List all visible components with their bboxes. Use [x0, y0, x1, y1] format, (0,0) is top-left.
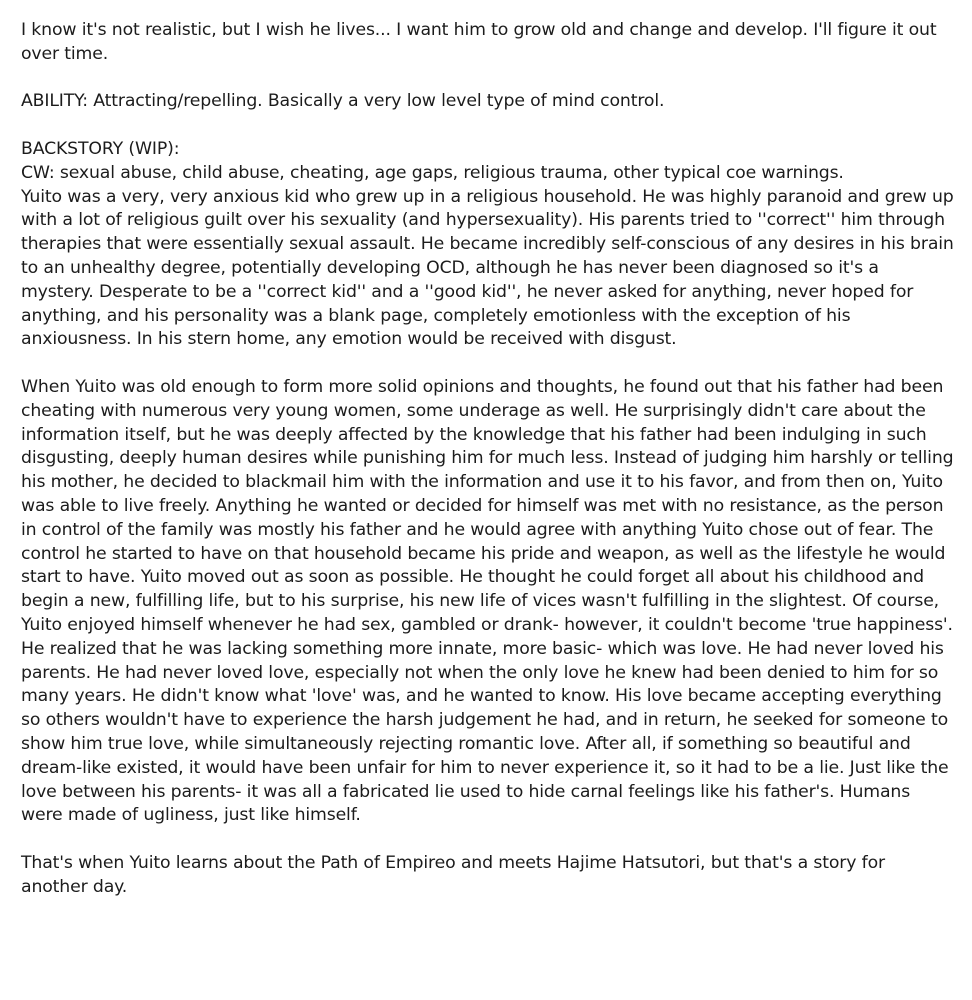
backstory-paragraph-1: Yuito was a very, very anxious kid who grew up in a religious household. He was highly paranoid and grew up with a lot of religious guilt over his sexuality (and hypersexuality). His parents tried to ''correct'' him through therapies that were essentially sexual assault. He became incredibly self-conscious of any desires in his brain to an unhealthy degree, potentially developing OCD, although he has never been diagnosed so it's a mystery. Desperate to be a ''correct kid'' and a ''good kid'', he never asked for anything, never hoped for anything, and his personality was a blank page, completely emotionless with the exception of his anxiousness. In his stern home, any emotion would be received with disgust.: [21, 186, 954, 350]
backstory-heading: BACKSTORY (WIP):: [21, 138, 180, 159]
content-warning: CW: sexual abuse, child abuse, cheating, age gaps, religious trauma, other typical coe warnings.: [21, 162, 844, 183]
backstory-paragraph-2: When Yuito was old enough to form more solid opinions and thoughts, he found out that his father had been cheating with numerous very young women, some underage as well. He surprisingly didn't care about the information itself, but he was deeply affected by the knowledge that his father had been indulging in such disgusting, deeply human desires while punishing him for much less. Instead of judging him harshly or telling his mother, he decided to blackmail him with the information and use it to his favor, and from then on, Yuito was able to live freely. Anything he wanted or decided for himself was met with no resistance, as the person in control of the family was mostly his father and he would agree with anything Yuito chose out of fear. The control he started to have on that household became his pride and weapon, as well as the lifestyle he would start to have. Yuito moved out as soon as possible. He thought he could forget all about his childhood and begin a new, fulfilling life, but to his surprise, his new life of vices wasn't fulfilling in the slightest. Of course, Yuito enjoyed himself whenever he had sex, gambled or drank- however, it couldn't become 'true happiness'. He realized that he was lacking something more innate, more basic- which was love. He had never loved his parents. He had never loved love, especially not when the only love he knew had been denied to him for so many years. He didn't know what 'love' was, and he wanted to know. His love became accepting everything so others wouldn't have to experience the harsh judgement he had, and in return, he seeked for someone to show him true love, while simultaneously rejecting romantic love. After all, if something so beautiful and dream-like existed, it would have been unfair for him to never experience it, so it had to be a lie. Just like the love between his parents- it was all a fabricated lie used to hide carnal feelings like his father's. Humans were made of ugliness, just like himself.: [21, 376, 954, 826]
backstory-section: [21, 138, 956, 352]
closing-paragraph: That's when Yuito learns about the Path of Empireo and meets Hajime Hatsutori, but that's a story for another day.: [21, 852, 885, 897]
document-body: [21, 19, 956, 899]
intro-paragraph: I know it's not realistic, but I wish he lives... I want him to grow old and change and develop. I'll figure it out over time.: [21, 20, 937, 64]
ability-paragraph: ABILITY: Attracting/repelling. Basically a very low level type of mind control.: [21, 91, 665, 112]
